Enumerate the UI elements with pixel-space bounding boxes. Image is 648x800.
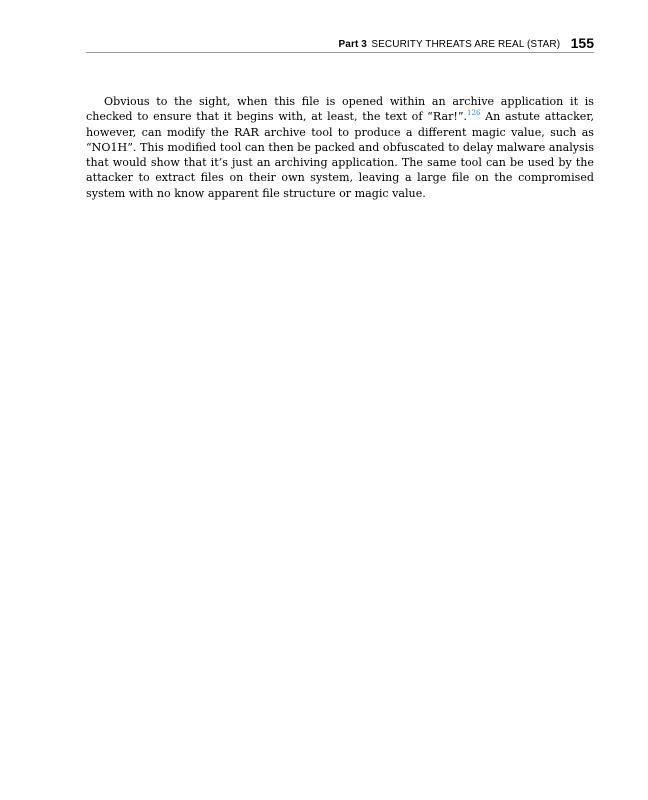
section-title: SECURITY THREATS ARE REAL (STAR)	[371, 39, 561, 50]
paragraph-text-start: Obvious to the sight, when this file is opened within an archive application it is checked to ensure that it begins with, at least, the text of “Rar!”.	[86, 95, 594, 124]
paragraph-text-end: An astute attacker, however, can modify the RAR archive tool to produce a different magic value, such as “NO1H”. This modified tool can then be packed and obfuscated to delay malware analysis that would show that it’s just an archiving application. The same tool can be used by the attacker to extract files on their own system, leaving a large file on the compromised system with no know apparent file structure or magic value.	[86, 110, 594, 200]
body-paragraph	[86, 94, 594, 201]
footnote-reference-link[interactable]: 126	[467, 109, 481, 118]
part-label: Part 3	[338, 39, 367, 50]
page-number: 155	[570, 35, 594, 51]
running-header	[86, 34, 594, 53]
